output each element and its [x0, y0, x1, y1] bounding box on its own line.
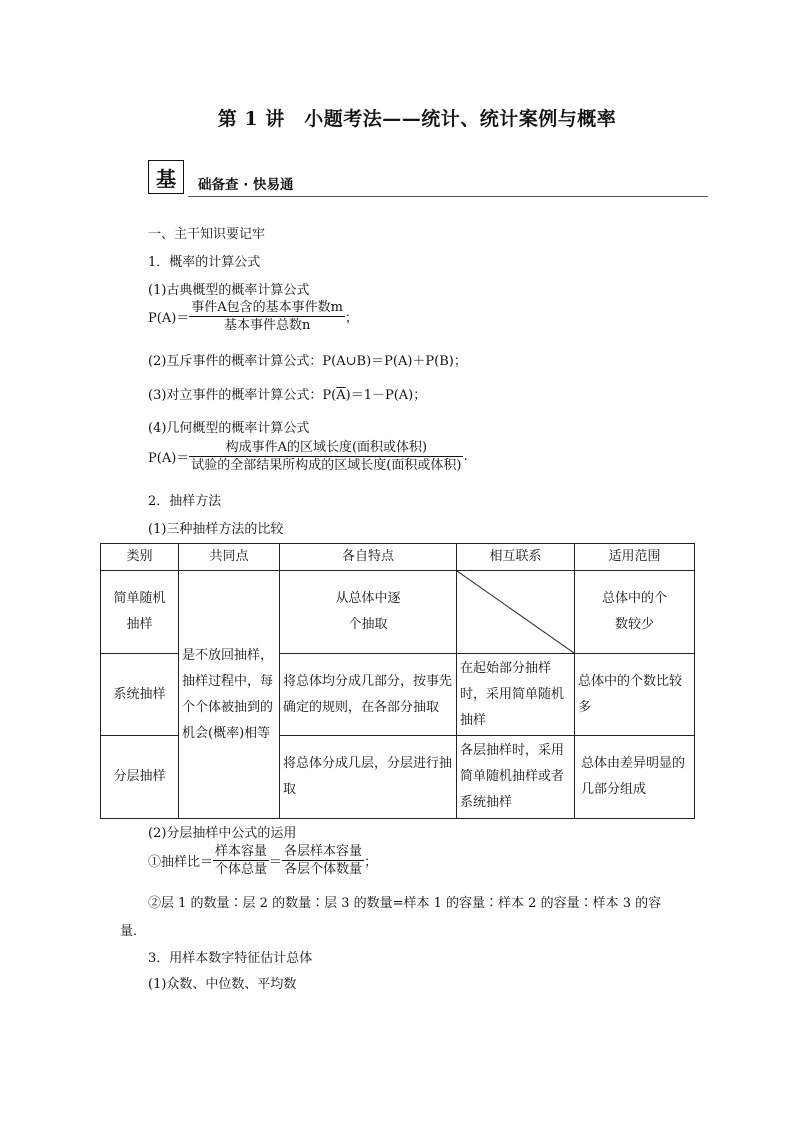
- complement-a: $\overline{A}$: [336, 388, 346, 403]
- cell-feature: 从总体中逐个抽取: [280, 571, 457, 654]
- sampling-ratio-formula: [148, 844, 377, 877]
- banner-text: 础备查 · 快易通: [198, 177, 294, 193]
- formula-lhs: P(A)＝: [148, 311, 190, 326]
- numerator: 样本容量: [215, 844, 268, 859]
- heading-main-knowledge: 一、主干知识要记牢: [148, 227, 266, 242]
- mode-median-mean-label: (1)众数、中位数、平均数: [148, 977, 297, 992]
- cell-relation: 在起始部分抽样时，采用简单随机抽样: [457, 654, 575, 736]
- formula-post: )＝1－P(A)；: [345, 388, 427, 403]
- cell-category: 简单随机抽样: [101, 571, 179, 654]
- fraction: [189, 300, 345, 333]
- formula-end: ；: [345, 311, 359, 326]
- denominator: 试验的全部结果所构成的区域长度(面积或体积): [191, 458, 462, 473]
- page-title: 第 1 讲 小题考法——统计、统计案例与概率: [217, 108, 617, 130]
- classical-probability-label: (1)古典概型的概率计算公式: [148, 283, 310, 298]
- table-header-row: [101, 544, 695, 571]
- header-common: 共同点: [179, 544, 280, 571]
- fraction: [189, 440, 463, 473]
- cell-scope: 总体中的个数较少: [575, 571, 695, 654]
- denominator: 个体总量: [215, 862, 268, 877]
- numerator: 各层样本容量: [284, 844, 363, 859]
- numerator: 构成事件A的区域长度(面积或体积): [189, 440, 463, 457]
- geometric-probability-label: (4)几何概型的概率计算公式: [148, 421, 310, 436]
- cell-common: 是不放回抽样，抽样过程中，每个个体被抽到的机会(概率)相等: [179, 571, 280, 819]
- heading-sampling-methods: 2．抽样方法: [148, 494, 222, 509]
- fraction: [282, 844, 364, 877]
- complementary-formula: [148, 384, 426, 403]
- cell-category: 系统抽样: [101, 654, 179, 736]
- banner-box: 基: [148, 160, 184, 194]
- layer-ratio-line2: 量．: [120, 924, 147, 939]
- table-caption: (1)三种抽样方法的比较: [148, 522, 284, 537]
- header-feature: 各自特点: [280, 544, 457, 571]
- header-scope: 适用范围: [575, 544, 695, 571]
- cell-feature: 将总体均分成几部分，按事先确定的规则，在各部分抽取: [280, 654, 457, 736]
- formula-lhs: ①抽样比＝: [148, 855, 214, 870]
- formula-end: .: [463, 449, 468, 464]
- diagonal-line: [457, 571, 574, 653]
- cell-scope: 总体由差异明显的几部分组成: [575, 736, 695, 819]
- section-banner: [148, 160, 708, 198]
- layer-ratio-line1: ②层 1 的数量∶层 2 的数量∶层 3 的数量=样本 1 的容量∶样本 2 的容量∶样本 3 的容: [148, 896, 662, 911]
- header-relation: 相互联系: [457, 544, 575, 571]
- cell-relation-empty: [457, 571, 575, 654]
- equals-sign: ＝: [269, 855, 283, 870]
- cell-scope: 总体中的个数比较多: [575, 654, 695, 736]
- formula-lhs: P(A)＝: [148, 451, 190, 466]
- mutually-exclusive-formula: (2)互斥事件的概率计算公式：P(A∪B)＝P(A)＋P(B)；: [148, 354, 467, 369]
- fraction: [213, 844, 269, 877]
- sampling-comparison-table: [100, 543, 695, 819]
- denominator: 各层个体数量: [284, 862, 363, 877]
- heading-sample-statistics: 3．用样本数字特征估计总体: [148, 951, 313, 966]
- formula-end: ；: [364, 855, 378, 870]
- denominator: 基本事件总数n: [223, 318, 311, 333]
- cell-category: 分层抽样: [101, 736, 179, 819]
- cell-feature: 将总体分成几层，分层进行抽取: [280, 736, 457, 819]
- cell-relation: 各层抽样时，采用简单随机抽样或者系统抽样: [457, 736, 575, 819]
- stratified-formula-label: (2)分层抽样中公式的运用: [148, 826, 297, 841]
- numerator: 事件A包含的基本事件数m: [191, 300, 343, 315]
- heading-probability-formulas: 1．概率的计算公式: [148, 255, 261, 270]
- formula-pre: (3)对立事件的概率计算公式：P(: [148, 388, 337, 403]
- geometric-probability-formula: [148, 440, 468, 473]
- header-category: 类别: [101, 544, 179, 571]
- banner-divider: [188, 196, 708, 197]
- table-row: [101, 571, 695, 654]
- classical-probability-formula: [148, 300, 358, 333]
